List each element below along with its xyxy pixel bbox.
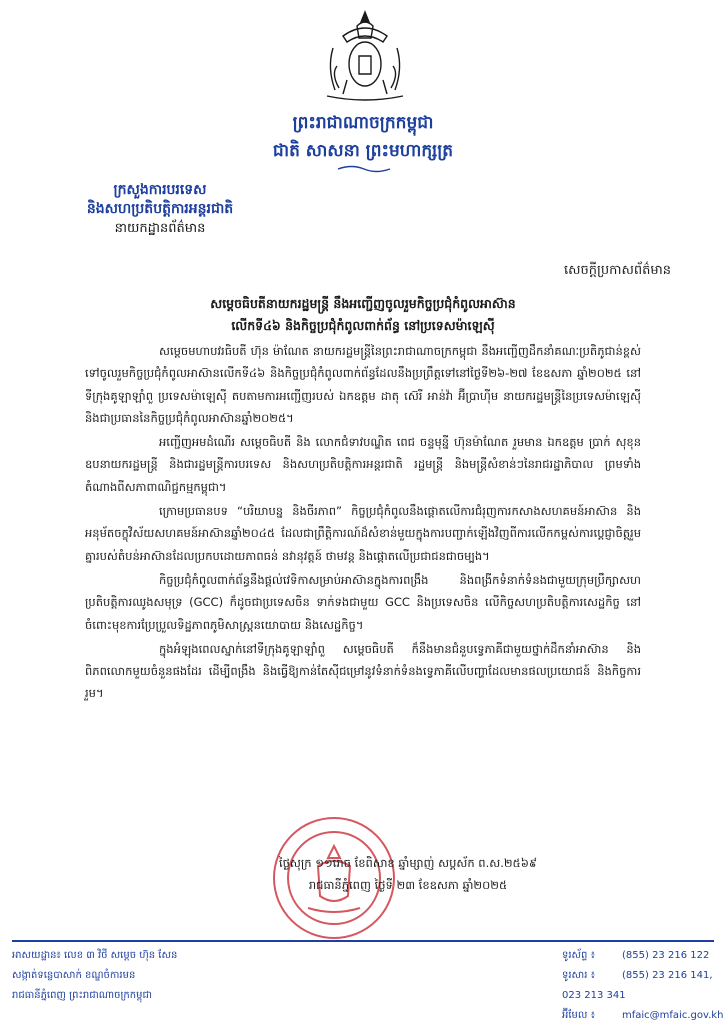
kingdom-title: ព្រះរាជាណាចក្រកម្ពុជា [292,113,434,133]
phone-label: ទូរស័ព្ទ ៖ [562,950,595,961]
address-line: អាសយដ្ឋាន៖ លេខ ៣ វិថី សម្ដេច ហ៊ុន សែន [12,950,178,961]
fax-number: (855) 23 216 141, 023 213 341 [562,970,713,1001]
royal-arms-emblem-icon [313,8,417,108]
paragraph: ក្រោមប្រធានបទ “បរិយាបន្ន និងចីរភាព” កិច្ចប្រជុំកំពូលនឹងផ្ដោតលើការជំរុញការកសាងសហគមន៍អាស៊ាន និងអនុម័តចក្ខុវិស័យសហគមន៍អាស៊ានឆ្នាំ២០៤៥ ដែលជាព្រឹត្តិការណ៍ដ៏សំខាន់មួយក្នុងការបញ្ជាក់ឡើងវិញពីការលើកកម្ពស់ការប្ដេជ្ញាចិត្តរួមគ្នារបស់តំបន់អាស៊ានដែលប្រកបដោយភាពធន់ នវានុវត្តន៍ ថាមវន្ត និងផ្ដោតលើប្រជាជនជាចម្បង។ [85,504,641,563]
fax-label: ទូរសារ ៖ [562,970,595,981]
department-name: នាយកដ្ឋានព័ត៌មាន [114,221,206,236]
email-label: អ៊ីមែល ៖ [562,1010,595,1021]
footer-divider [12,940,714,942]
document-date [0,852,726,896]
paragraph: សម្ដេចមហាបវរធិបតី ហ៊ុន ម៉ាណែត នាយករដ្ឋមន្ត្រីនៃព្រះរាជាណាចក្រកម្ពុជា នឹងអញ្ជើញដឹកនាំគណៈប្រតិភូជាន់ខ្ពស់ទៅចូលរួមកិច្ចប្រជុំកំពូលអាស៊ានលើកទី៤៦ និងកិច្ចប្រជុំកំពូលពាក់ព័ន្ធដែលនឹងប្រព្រឹត្តទៅនៅថ្ងៃទី២៦-២៧ ខែឧសភា ឆ្នាំ២០២៥ នៅទីក្រុងគូឡាឡាំពួ ប្រទេសម៉ាឡេស៊ី តបតាមការអញ្ជើញរបស់ ឯកឧត្តម ដាតុ ស៊េរី អាន់វ៉ា អ៊ីប្រាហ៊ីម នាយករដ្ឋមន្ត្រីនៃប្រទេសម៉ាឡេស៊ី និងជាប្រធាននៃកិច្ចប្រជុំកំពូលអាស៊ានឆ្នាំ២០២៥។ [85,344,641,425]
email-link[interactable]: mfaic@mfaic.gov.kh [622,1010,724,1021]
national-motto: ជាតិ សាសនា ព្រះមហាក្សត្រ [272,141,454,161]
address-line: សង្កាត់ទន្លេបាសាក់ ខណ្ឌចំការមន [12,970,136,981]
ministry-name-line1: ក្រសួងការបរទេស [113,182,207,198]
address-line: រាជធានីភ្នំពេញ ព្រះរាជាណាចក្រកម្ពុជា [12,990,152,1001]
paragraph: អញ្ជើញអមដំណើរ សម្ដេចធិបតី និង លោកជំទាវបណ្ឌិត ពេជ ចន្ទមុន្នី ហ៊ុនម៉ាណែត រួមមាន ឯកឧត្តម ប្រាក់ សុខុន ឧបនាយករដ្ឋមន្ត្រី និងជារដ្ឋមន្ត្រីការបរទេស និងសហប្រតិបត្តិការអន្តរជាតិ រដ្ឋមន្ត្រី និងមន្ត្រីសំខាន់ៗនៃរាជរដ្ឋាភិបាល ព្រមទាំងតំណាងពីសភាពាណិជ្ជកម្មកម្ពុជា។ [85,435,642,494]
paragraph: ក្នុងអំឡុងពេលស្នាក់នៅទីក្រុងគូឡាឡាំពួ សម្ដេចធិបតី ក៏នឹងមានជំនួបទ្វេភាគីជាមួយថ្នាក់ដឹកនាំអាស៊ាន និងពិភពលោកមួយចំនួនផងដែរ ដើម្បីពង្រឹង និងធ្វើឱ្យកាន់តែស៊ីជម្រៅនូវទំនាក់ទំនងទ្វេភាគីលើបញ្ហាដែលមានផលប្រយោជន៍ និងកិច្ចការរួម។ [85,641,641,701]
ornament-divider-icon [334,164,394,174]
phone-number: (855) 23 216 122 [622,950,710,961]
lunar-date: ថ្ងៃសុក្រ ១១រោច ខែពិសាខ ឆ្នាំម្សាញ់ សប្តស័ក ព.ស.២៥៦៩ [278,856,537,870]
footer-address [12,946,177,1006]
paragraph: កិច្ចប្រជុំកំពូលពាក់ព័ន្ធនឹងផ្ដល់វេទិកាសម្រាប់អាស៊ានក្នុងការពង្រឹង និងពង្រីកទំនាក់ទំនងជាមួយក្រុមប្រឹក្សាសហប្រតិបត្តិការឈូងសមុទ្រ (GCC) ក៏ដូចជាប្រទេសចិន ទាក់ទងជាមួយ GCC និងប្រទេសចិន លើកិច្ចសហប្រតិបត្តិការសេដ្ឋកិច្ច នៅចំពោះមុខការប្រែប្រួលទិដ្ឋភាពភូមិសាស្ត្រនយោបាយ និងសេដ្ឋកិច្ច។ [85,572,641,632]
press-release-body [85,340,641,707]
document-type: សេចក្ដីប្រកាសព័ត៌មាន [563,263,671,278]
footer-contact [562,946,726,1026]
solar-date: រាជធានីភ្នំពេញ ថ្ងៃទី ២៣ ខែឧសភា ឆ្នាំ២០២៥ [308,878,508,892]
ministry-name-line2: និងសហប្រតិបត្តិការអន្តរជាតិ [86,201,234,217]
headline-line1: សម្ដេចធិបតីនាយករដ្ឋមន្ត្រី នឹងអញ្ជើញចូលរួមកិច្ចប្រជុំកំពូលអាស៊ាន [210,296,516,311]
headline-line2: លើកទី៤៦ និងកិច្ចប្រជុំកំពូលពាក់ព័ន្ធ នៅប្រទេសម៉ាឡេស៊ី [231,318,495,333]
